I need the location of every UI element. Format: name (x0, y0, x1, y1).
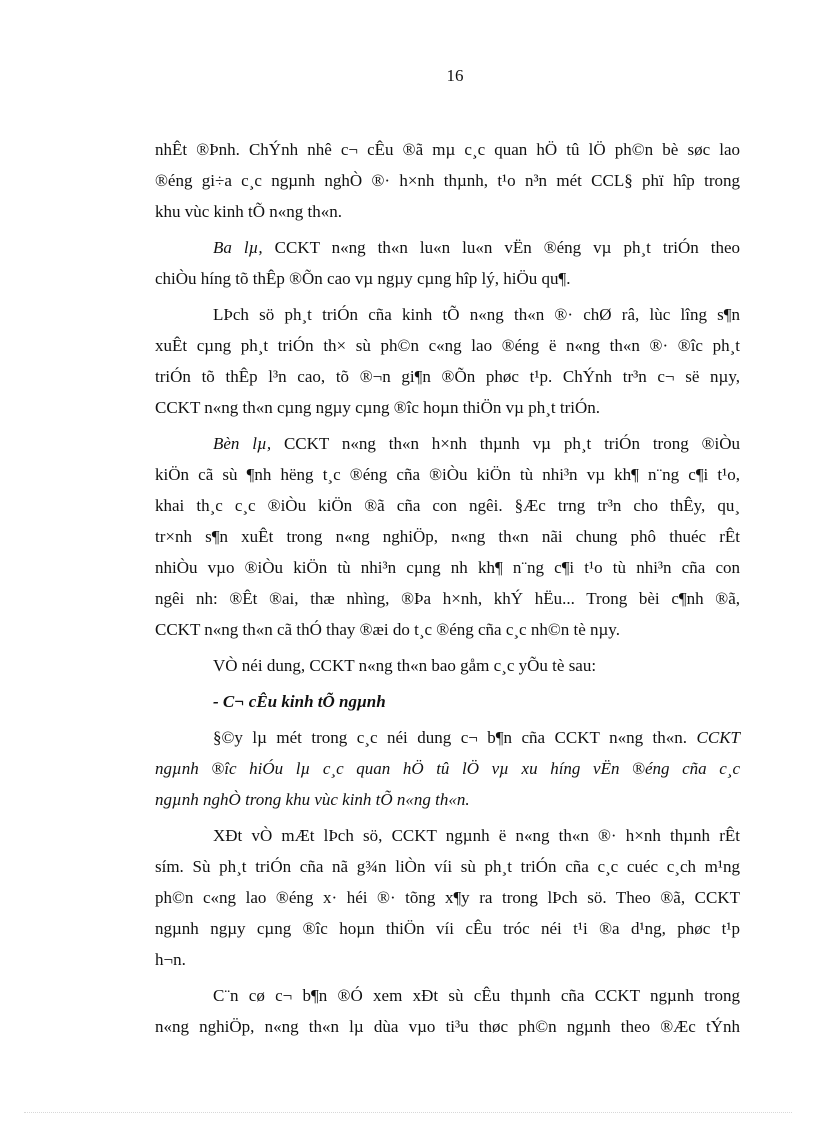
text-line: XÐt vÒ mÆt lÞch sö, CCKT ngµnh ë n«ng th«n ®· h×nh thµnh rÊt (213, 826, 740, 845)
text-line: kiÖn cã sù ¶nh hëng t¸c ®éng cña ®iÒu kiÖn tù nhi³n vµ kh¶ n¨ng c¶i t¹o, (155, 465, 740, 484)
text-line: LÞch sö ph¸t triÓn cña kinh tÕ n«ng th«n ®· chØ râ, lùc lîng s¶n (213, 305, 740, 324)
text-line (155, 722, 740, 753)
text-line: xuÊt cµng ph¸t triÓn th× sù ph©n c«ng lao ®éng ë n«ng th«n ®· ®îc ph¸t (155, 336, 740, 355)
paragraph-8 (155, 980, 740, 1042)
text-line: n«ng nghiÖp, n«ng th«n lµ dùa vµo ti³u thøc ph©n ngµnh theo ®Æc tÝnh (155, 1017, 740, 1036)
document-body (155, 134, 740, 1047)
text-line: ngµnh ngµy cµng ®îc hoµn thiÖn víi cÊu tróc néi t¹i ®a d¹ng, phøc t¹p (155, 919, 740, 938)
text-line: VÒ néi dung, CCKT n«ng th«n bao gåm c¸c yÕu tè sau: (213, 656, 597, 675)
text-line: ngêi nh: ®Êt ®ai, thæ nhìng, ®Þa h×nh, khÝ hËu... Trong bèi c¶nh ®ã, (155, 589, 740, 608)
text-line (155, 428, 740, 459)
text-run: §©y lµ mét trong c¸c néi dung c¬ b¶n cña CCKT n«ng th«n. (213, 728, 697, 747)
paragraph-4 (155, 428, 740, 645)
text-line: triÓn tõ thÊp l³n cao, tõ ®¬n gi¶n ®Õn phøc t¹p. ChÝnh tr³n c¬ së nµy, (155, 367, 740, 386)
text-line: CCKT n«ng th«n cµng ngµy cµng ®îc hoµn thiÖn vµ ph¸t triÓn. (155, 398, 600, 417)
paragraph-5 (155, 650, 740, 681)
paragraph-2 (155, 232, 740, 294)
italic-lead: Bèn lµ, (213, 434, 272, 453)
paragraph-6 (155, 722, 740, 815)
text-line: ngµnh ®îc hiÓu lµ c¸c quan hÖ tû lÖ vµ xu híng vËn ®éng cña c¸c (155, 759, 740, 778)
italic-lead: Ba lµ, (213, 238, 263, 257)
text-line (155, 232, 740, 263)
paragraph-1 (155, 134, 740, 227)
section-heading: - C¬ cÊu kinh tÕ ngµnh (213, 692, 386, 711)
text-run: CCKT n«ng th«n lu«n lu«n vËn ®éng vµ ph¸t triÓn theo (262, 238, 740, 257)
text-line: sím. Sù ph¸t triÓn cña nã g¾n liÒn víi sù ph¸t triÓn cña c¸c cuéc c¸ch m¹ng (155, 857, 740, 876)
page-bottom-divider (24, 1112, 792, 1113)
text-line: nhÊt ®Þnh. ChÝnh nhê c¬ cÊu ®ã mµ c¸c quan hÖ tû lÖ ph©n bè søc lao (155, 140, 740, 159)
text-line: ®éng gi÷a c¸c ngµnh nghÒ ®· h×nh thµnh, t¹o n³n mét CCL§ phï hîp trong (155, 171, 740, 190)
text-line: khu vùc kinh tÕ n«ng th«n. (155, 202, 342, 221)
text-line: tr×nh s¶n xuÊt trong n«ng nghiÖp, n«ng th«n nãi chung phô thuéc rÊt (155, 527, 740, 546)
text-line: ph©n c«ng lao ®éng x· héi ®· tõng x¶y ra trong lÞch sö. Theo ®ã, CCKT (155, 888, 740, 907)
text-line: ngµnh nghÒ trong khu vùc kinh tÕ n«ng th«n. (155, 790, 470, 809)
text-line: C¨n cø c¬ b¶n ®Ó xem xÐt sù cÊu thµnh cña CCKT ngµnh trong (213, 986, 740, 1005)
text-line: h¬n. (155, 950, 186, 969)
text-line: khai th¸c c¸c ®iÒu kiÖn ®ã cña con ngêi. §Æc trng tr³n cho thÊy, qu¸ (155, 496, 740, 515)
text-run: CCKT n«ng th«n h×nh thµnh vµ ph¸t triÓn trong ®iÒu (271, 434, 740, 453)
text-line: nhiÒu vµo ®iÒu kiÖn tù nhi³n cµng nh kh¶ n¨ng c¶i t¹o tù nhi³n cña con (155, 558, 740, 577)
paragraph-3 (155, 299, 740, 423)
text-line: chiÒu híng tõ thÊp ®Õn cao vµ ngµy cµng hîp lý, hiÖu qu¶. (155, 269, 571, 288)
text-line: CCKT n«ng th«n cã thÓ thay ®æi do t¸c ®éng cña c¸c nh©n tè nµy. (155, 620, 620, 639)
italic-run: CCKT (696, 728, 740, 747)
page-number: 16 (446, 66, 464, 85)
paragraph-7 (155, 820, 740, 975)
